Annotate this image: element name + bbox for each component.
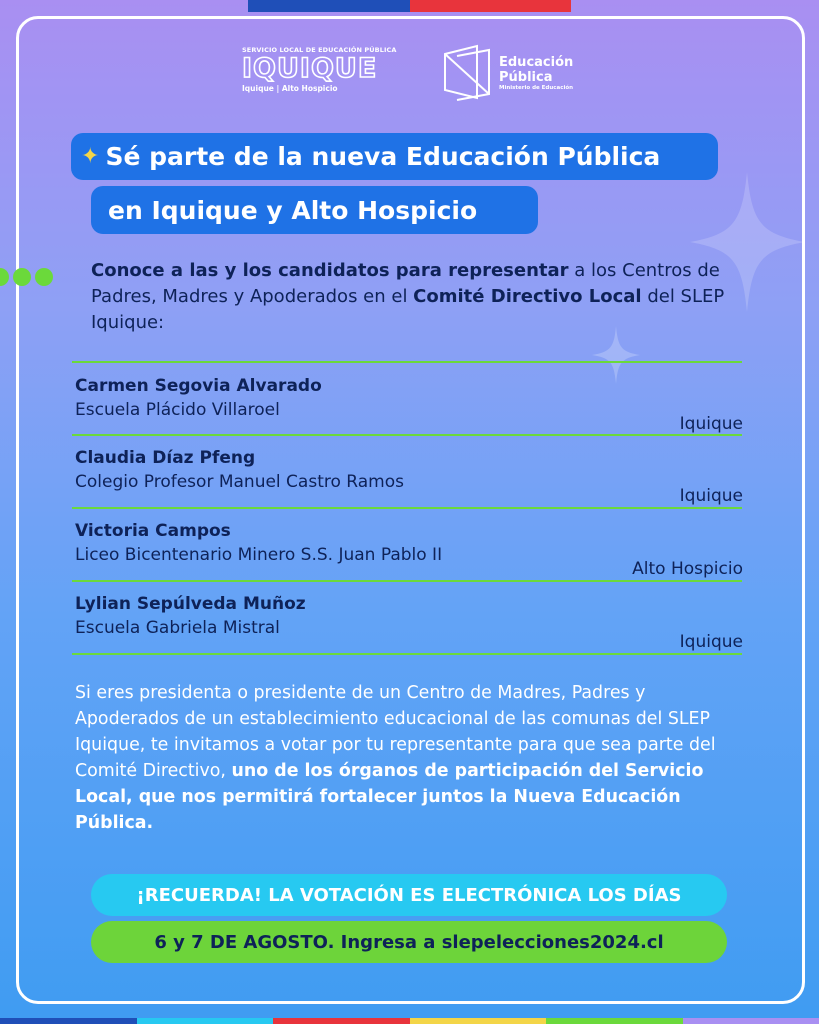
title-pill-line1 (71, 133, 718, 180)
sparkle-star-icon: ✦ (81, 144, 100, 169)
invitation-paragraph (75, 680, 745, 836)
candidate-name: Lylian Sepúlveda Muñoz (75, 594, 306, 614)
candidate-row (75, 519, 743, 579)
green-dots-decoration (0, 268, 53, 286)
candidate-city: Iquique (679, 486, 743, 506)
divider (72, 580, 742, 582)
intro-text-2: del SLEP Iquique: (91, 286, 725, 333)
ep-logo-subtitle: Ministerio de Educación (499, 85, 574, 91)
invitation-bold: uno de los órganos de participación del Servicio Local, que nos permitirá fortalecer juntos la Nueva Educación Pública. (75, 761, 704, 833)
reminder-banner (91, 874, 727, 916)
intro-bold-1: Conoce a las y los candidatos para representar (91, 260, 569, 281)
vote-link-banner[interactable] (91, 921, 727, 963)
slep-logo-sub-text: Iquique | Alto Hospicio (242, 84, 338, 93)
ep-logo-title-1: Educación (499, 55, 574, 70)
candidate-name: Victoria Campos (75, 521, 231, 541)
candidate-row (75, 592, 743, 652)
candidate-school: Liceo Bicentenario Minero S.S. Juan Pablo II (75, 545, 443, 565)
candidate-school: Colegio Profesor Manuel Castro Ramos (75, 472, 404, 492)
divider (72, 434, 742, 436)
top-color-bar (248, 0, 571, 12)
divider (72, 653, 742, 655)
candidate-city: Iquique (679, 414, 743, 434)
educacion-publica-emblem-icon (443, 42, 493, 104)
candidate-name: Claudia Díaz Pfeng (75, 448, 256, 468)
title-pill-line2 (91, 186, 538, 234)
title-line1: Sé parte de la nueva Educación Pública (105, 142, 661, 171)
candidate-city: Iquique (679, 632, 743, 652)
ep-logo-title-2: Pública (499, 70, 553, 85)
intro-text-1: a los Centros de Padres, Madres y Apoderados en el (91, 260, 720, 307)
candidate-school: Escuela Gabriela Mistral (75, 618, 280, 638)
invitation-text: Si eres presidenta o presidente de un Centro de Madres, Padres y Apoderados de un establecimiento educacional de las comunas del SLEP Iquique, te invitamos a votar por tu representante para que sea parte del Comité Directivo, (75, 683, 716, 781)
vote-link-text[interactable]: 6 y 7 DE AGOSTO. Ingresa a slepelecciones2024.cl (154, 931, 664, 953)
divider (72, 361, 742, 363)
slep-iquique-logo (242, 46, 397, 93)
reminder-text: ¡RECUERDA! LA VOTACIÓN ES ELECTRÓNICA LOS DÍAS (136, 884, 682, 906)
divider (72, 507, 742, 509)
title-line2: en Iquique y Alto Hospicio (108, 195, 478, 225)
educacion-publica-logo (443, 42, 573, 104)
intro-paragraph (91, 258, 741, 336)
bottom-color-bar (0, 1018, 819, 1024)
candidate-school: Escuela Plácido Villaroel (75, 400, 280, 420)
candidate-row (75, 446, 743, 506)
slep-logo-big-text: IQUIQUE (242, 53, 378, 84)
intro-bold-2: Comité Directivo Local (413, 286, 642, 307)
candidate-name: Carmen Segovia Alvarado (75, 376, 322, 396)
candidate-row (75, 374, 743, 434)
slep-logo-small-text: SERVICIO LOCAL DE EDUCACIÓN PÚBLICA (242, 46, 397, 54)
candidate-city: Alto Hospicio (632, 559, 743, 579)
